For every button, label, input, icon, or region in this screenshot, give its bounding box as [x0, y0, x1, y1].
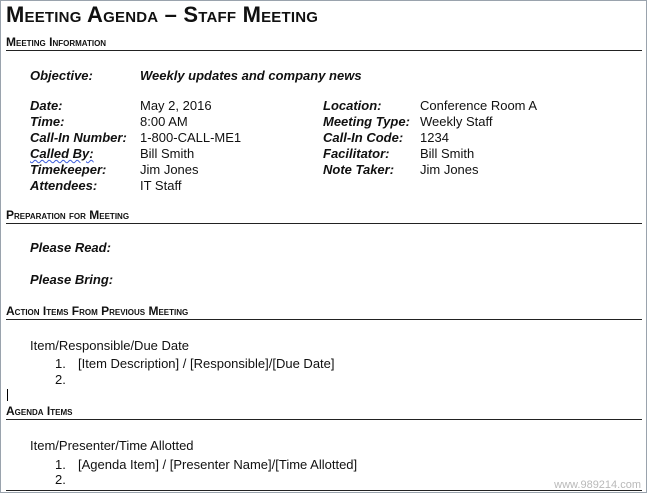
callin-number-label: Call-In Number:: [30, 130, 127, 145]
section-header-preparation: Preparation for Meeting: [6, 208, 642, 224]
location-label: Location:: [323, 98, 382, 113]
bottom-rule: [6, 490, 642, 491]
called-by-label-text: Called By:: [30, 146, 94, 161]
callin-code-value: 1234: [420, 130, 449, 145]
action-items-column-header: Item/Responsible/Due Date: [30, 338, 189, 353]
callin-code-label: Call-In Code:: [323, 130, 404, 145]
action-item-text-1[interactable]: [Item Description] / [Responsible]/[Due Date]: [78, 356, 335, 371]
action-item-number-2: 2.: [55, 372, 66, 387]
facilitator-value: Bill Smith: [420, 146, 475, 161]
timekeeper-value: Jim Jones: [140, 162, 199, 177]
timekeeper-label: Timekeeper:: [30, 162, 107, 177]
meeting-type-value: Weekly Staff: [420, 114, 493, 129]
note-taker-value: Jim Jones: [420, 162, 479, 177]
facilitator-label: Facilitator:: [323, 146, 390, 161]
document-title: Meeting Agenda – Staff Meeting: [6, 2, 319, 27]
objective-label: Objective:: [30, 68, 93, 83]
called-by-value: Bill Smith: [140, 146, 195, 161]
please-read-label: Please Read:: [30, 240, 111, 255]
location-value: Conference Room A: [420, 98, 538, 113]
agenda-item-text-1[interactable]: [Agenda Item] / [Presenter Name]/[Time Allotted]: [78, 457, 358, 472]
time-value: 8:00 AM: [140, 114, 188, 129]
date-value: May 2, 2016: [140, 98, 212, 113]
text-cursor: [7, 389, 8, 401]
objective-value: Weekly updates and company news: [140, 68, 362, 83]
agenda-item-number-1: 1.: [55, 457, 66, 472]
called-by-label: [30, 146, 94, 161]
callin-number-value: 1-800-CALL-ME1: [140, 130, 242, 145]
section-header-agenda-items: Agenda Items: [6, 404, 642, 420]
agenda-items-column-header: Item/Presenter/Time Allotted: [30, 438, 194, 453]
action-item-number-1: 1.: [55, 356, 66, 371]
section-header-meeting-information: Meeting Information: [6, 35, 642, 51]
attendees-label: Attendees:: [30, 178, 98, 193]
please-bring-label: Please Bring:: [30, 272, 114, 287]
section-header-action-items: Action Items From Previous Meeting: [6, 304, 642, 320]
attendees-value: IT Staff: [140, 178, 182, 193]
date-label: Date:: [30, 98, 63, 113]
meeting-type-label: Meeting Type:: [323, 114, 410, 129]
time-label: Time:: [30, 114, 65, 129]
watermark: www.989214.com: [554, 479, 641, 491]
note-taker-label: Note Taker:: [323, 162, 395, 177]
agenda-item-number-2: 2.: [55, 472, 66, 487]
